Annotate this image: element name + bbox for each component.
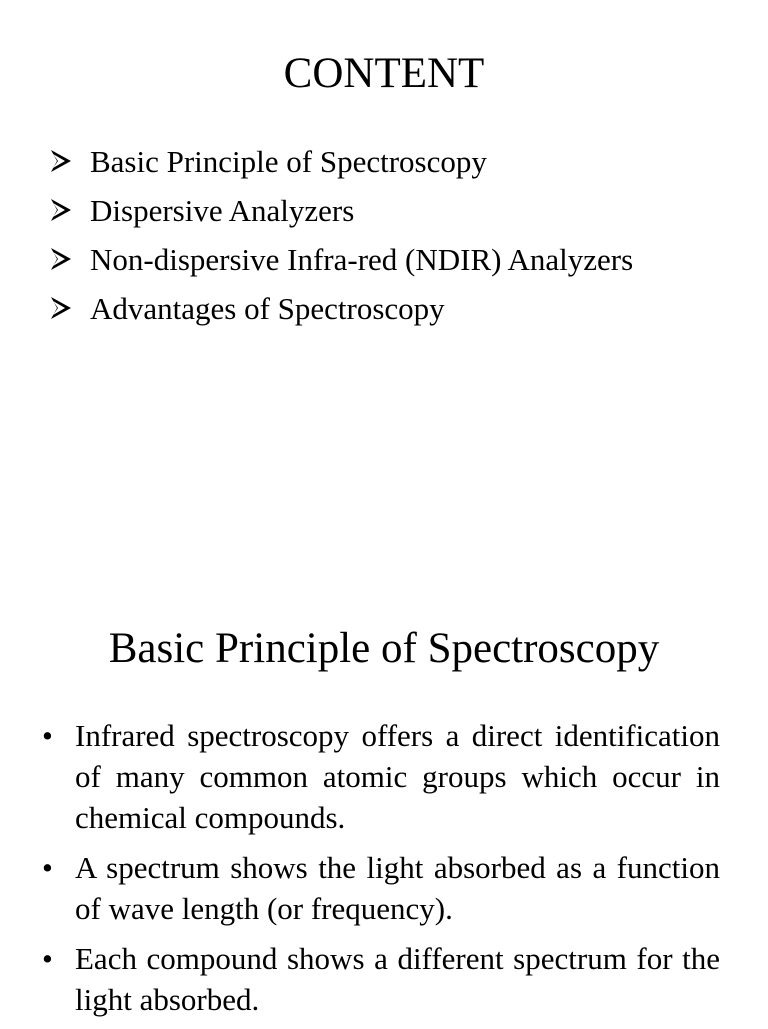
list-item-text: Dispersive Analyzers xyxy=(90,193,355,228)
arrow-bullet-icon xyxy=(50,247,72,271)
list-item xyxy=(48,235,728,284)
content-list xyxy=(48,137,728,333)
list-item xyxy=(48,284,728,333)
bullet-dot-icon: • xyxy=(42,850,53,885)
list-item-text: Each compound shows a different spectrum for the light absorbed. xyxy=(75,941,720,1017)
list-item-text: A spectrum shows the light absorbed as a function of wave length (or frequency). xyxy=(75,850,720,926)
list-item-text: Infrared spectroscopy offers a direct identification of many common atomic groups which occur in chemical compounds. xyxy=(75,718,720,835)
arrow-bullet-icon xyxy=(50,149,72,173)
list-item xyxy=(48,186,728,235)
list-item xyxy=(42,847,720,929)
slide-title: CONTENT xyxy=(283,50,485,97)
slide-basic-principle xyxy=(0,512,768,1024)
bullet-dot-icon: • xyxy=(42,718,53,753)
list-item xyxy=(42,938,720,1020)
principle-list xyxy=(42,715,720,1029)
slide-content xyxy=(0,0,768,512)
arrow-bullet-icon xyxy=(50,198,72,222)
list-item xyxy=(48,137,728,186)
arrow-bullet-icon xyxy=(50,296,72,320)
list-item-text: Non-dispersive Infra-red (NDIR) Analyzers xyxy=(90,242,634,277)
bullet-dot-icon: • xyxy=(42,941,53,976)
list-item-text: Basic Principle of Spectroscopy xyxy=(90,144,487,179)
slide-title: Basic Principle of Spectroscopy xyxy=(108,625,660,672)
list-item xyxy=(42,715,720,838)
list-item-text: Advantages of Spectroscopy xyxy=(90,291,445,326)
